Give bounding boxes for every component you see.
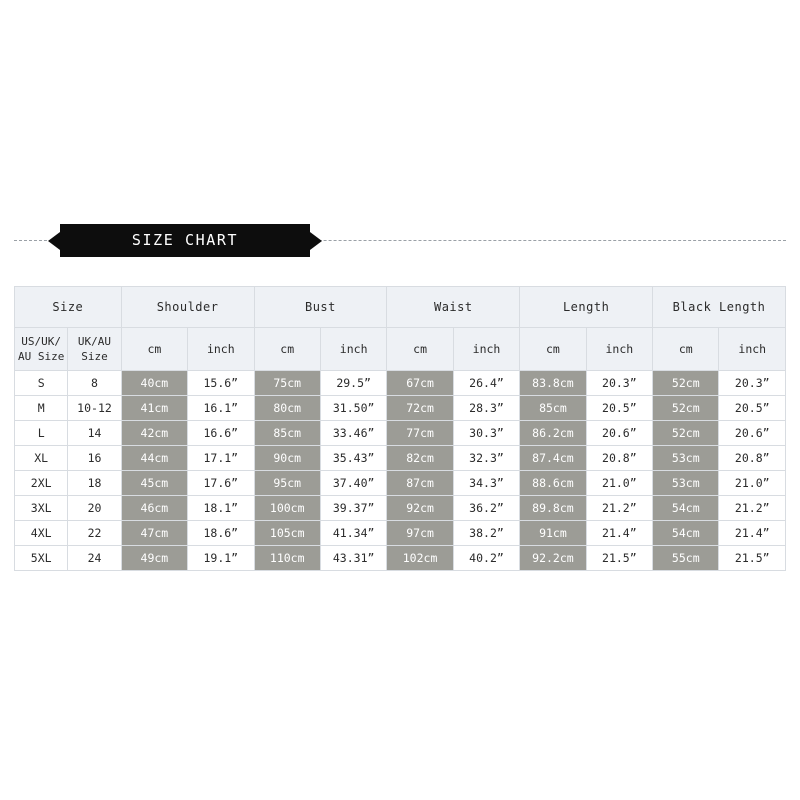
table-cell: 97cm <box>387 521 453 546</box>
table-cell: 20.8” <box>586 446 652 471</box>
table-cell: 92.2cm <box>520 546 586 571</box>
table-cell: 24 <box>68 546 121 571</box>
table-cell: 49cm <box>121 546 187 571</box>
table-cell: 28.3” <box>453 396 519 421</box>
table-cell: 4XL <box>15 521 68 546</box>
table-cell: 82cm <box>387 446 453 471</box>
table-cell: 21.2” <box>719 496 786 521</box>
unit-header-uk-au-size: UK/AU Size <box>68 328 121 371</box>
table-cell: 20.3” <box>719 371 786 396</box>
table-cell: 17.6” <box>188 471 254 496</box>
table-cell: L <box>15 421 68 446</box>
table-cell: 26.4” <box>453 371 519 396</box>
table-cell: 55cm <box>653 546 719 571</box>
table-cell: 21.0” <box>719 471 786 496</box>
table-cell: 20.5” <box>719 396 786 421</box>
table-cell: 44cm <box>121 446 187 471</box>
table-cell: 30.3” <box>453 421 519 446</box>
table-cell: 20.6” <box>719 421 786 446</box>
group-header-length: Length <box>520 287 653 328</box>
table-cell: 33.46” <box>320 421 386 446</box>
table-cell: 87.4cm <box>520 446 586 471</box>
group-header-bust: Bust <box>254 287 387 328</box>
unit-header-waist-cm: cm <box>387 328 453 371</box>
table-row <box>15 496 786 521</box>
table-cell: 77cm <box>387 421 453 446</box>
table-cell: 67cm <box>387 371 453 396</box>
unit-header-length-cm: cm <box>520 328 586 371</box>
unit-header-bust-cm: cm <box>254 328 320 371</box>
table-unit-header-row <box>15 328 786 371</box>
table-row <box>15 421 786 446</box>
table-cell: 2XL <box>15 471 68 496</box>
table-cell: 90cm <box>254 446 320 471</box>
table-cell: 14 <box>68 421 121 446</box>
table-row <box>15 546 786 571</box>
table-cell: 18 <box>68 471 121 496</box>
table-cell: 83.8cm <box>520 371 586 396</box>
table-cell: 35.43” <box>320 446 386 471</box>
table-cell: 20 <box>68 496 121 521</box>
table-cell: 39.37” <box>320 496 386 521</box>
table-cell: 91cm <box>520 521 586 546</box>
table-cell: 8 <box>68 371 121 396</box>
table-cell: 110cm <box>254 546 320 571</box>
table-cell: 88.6cm <box>520 471 586 496</box>
group-header-waist: Waist <box>387 287 520 328</box>
table-cell: 52cm <box>653 421 719 446</box>
table-cell: 80cm <box>254 396 320 421</box>
table-head <box>15 287 786 371</box>
table-cell: 20.8” <box>719 446 786 471</box>
unit-header-length-inch: inch <box>586 328 652 371</box>
table-cell: 29.5” <box>320 371 386 396</box>
size-chart-table <box>14 286 786 571</box>
unit-header-shoulder-inch: inch <box>188 328 254 371</box>
table-cell: 100cm <box>254 496 320 521</box>
table-cell: 37.40” <box>320 471 386 496</box>
table-cell: 92cm <box>387 496 453 521</box>
table-cell: 40cm <box>121 371 187 396</box>
table-cell: 54cm <box>653 521 719 546</box>
table-row <box>15 471 786 496</box>
table-row <box>15 446 786 471</box>
table-cell: 36.2” <box>453 496 519 521</box>
table-cell: 17.1” <box>188 446 254 471</box>
table-cell: 45cm <box>121 471 187 496</box>
table-row <box>15 371 786 396</box>
table-cell: S <box>15 371 68 396</box>
table-cell: 32.3” <box>453 446 519 471</box>
unit-header-us-uk-au-size: US/UK/ AU Size <box>15 328 68 371</box>
group-header-black-length: Black Length <box>653 287 786 328</box>
table-cell: 31.50” <box>320 396 386 421</box>
table-body <box>15 371 786 571</box>
unit-header-shoulder-cm: cm <box>121 328 187 371</box>
table-cell: 40.2” <box>453 546 519 571</box>
table-cell: 54cm <box>653 496 719 521</box>
table-cell: 16 <box>68 446 121 471</box>
table-cell: M <box>15 396 68 421</box>
unit-header-bust-inch: inch <box>320 328 386 371</box>
table-cell: 47cm <box>121 521 187 546</box>
table-cell: 42cm <box>121 421 187 446</box>
table-cell: 46cm <box>121 496 187 521</box>
table-cell: 16.6” <box>188 421 254 446</box>
table-cell: 21.0” <box>586 471 652 496</box>
table-cell: 52cm <box>653 371 719 396</box>
table-cell: 20.6” <box>586 421 652 446</box>
table-cell: 18.1” <box>188 496 254 521</box>
table-cell: 19.1” <box>188 546 254 571</box>
table-cell: 10-12 <box>68 396 121 421</box>
table-cell: 18.6” <box>188 521 254 546</box>
table-cell: 38.2” <box>453 521 519 546</box>
table-row <box>15 396 786 421</box>
table-cell: 87cm <box>387 471 453 496</box>
table-cell: 21.4” <box>586 521 652 546</box>
table-cell: 86.2cm <box>520 421 586 446</box>
table-cell: 72cm <box>387 396 453 421</box>
table-cell: 53cm <box>653 446 719 471</box>
table-cell: 21.5” <box>586 546 652 571</box>
table-cell: 21.4” <box>719 521 786 546</box>
table-cell: 52cm <box>653 396 719 421</box>
size-chart-table-wrapper <box>14 286 786 571</box>
table-cell: 105cm <box>254 521 320 546</box>
table-cell: 20.5” <box>586 396 652 421</box>
table-cell: 85cm <box>520 396 586 421</box>
table-cell: 43.31” <box>320 546 386 571</box>
table-cell: 89.8cm <box>520 496 586 521</box>
table-cell: 53cm <box>653 471 719 496</box>
banner-left-arrow-icon <box>48 232 60 250</box>
table-cell: 20.3” <box>586 371 652 396</box>
table-cell: 95cm <box>254 471 320 496</box>
table-cell: 41cm <box>121 396 187 421</box>
table-cell: 75cm <box>254 371 320 396</box>
table-cell: 85cm <box>254 421 320 446</box>
unit-header-black-length-cm: cm <box>653 328 719 371</box>
table-cell: 102cm <box>387 546 453 571</box>
unit-header-waist-inch: inch <box>453 328 519 371</box>
table-cell: 41.34” <box>320 521 386 546</box>
table-cell: XL <box>15 446 68 471</box>
group-header-shoulder: Shoulder <box>121 287 254 328</box>
table-group-header-row <box>15 287 786 328</box>
page-title: SIZE CHART <box>131 231 239 249</box>
table-cell: 21.2” <box>586 496 652 521</box>
table-cell: 22 <box>68 521 121 546</box>
banner-right-arrow-icon <box>310 232 322 250</box>
table-cell: 5XL <box>15 546 68 571</box>
table-cell: 34.3” <box>453 471 519 496</box>
unit-header-black-length-inch: inch <box>719 328 786 371</box>
banner-ribbon <box>60 224 310 257</box>
size-chart-banner <box>14 224 786 258</box>
table-cell: 16.1” <box>188 396 254 421</box>
table-cell: 21.5” <box>719 546 786 571</box>
table-cell: 15.6” <box>188 371 254 396</box>
table-row <box>15 521 786 546</box>
table-cell: 3XL <box>15 496 68 521</box>
group-header-size: Size <box>15 287 122 328</box>
